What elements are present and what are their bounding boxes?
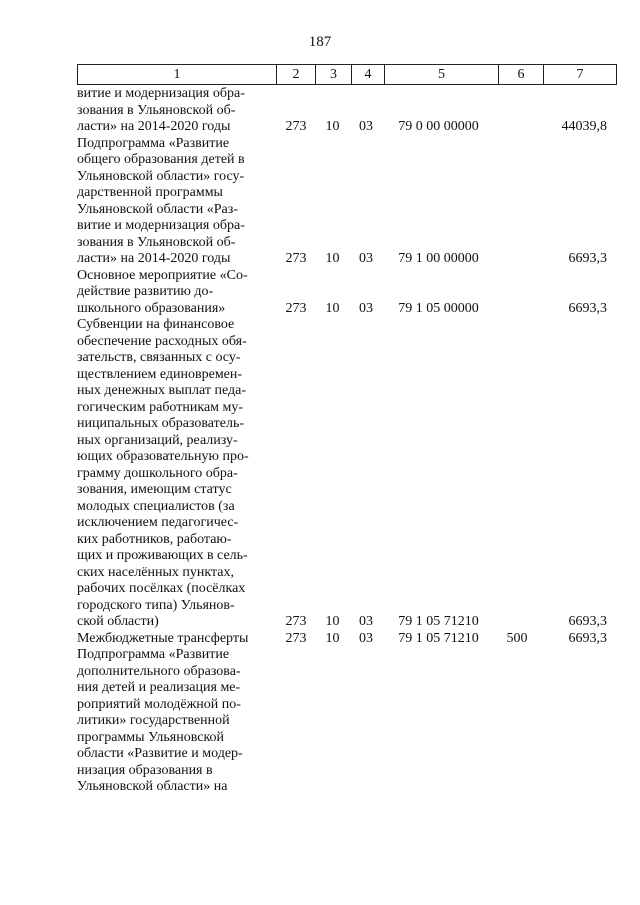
expense-type-code bbox=[495, 317, 539, 631]
column-number-header bbox=[77, 64, 617, 85]
table-row bbox=[77, 136, 611, 268]
target-article-code: 79 0 00 00000 bbox=[398, 119, 479, 134]
budget-table bbox=[77, 86, 611, 796]
amount: 44039,8 bbox=[561, 119, 607, 134]
target-article-code: 79 1 05 71210 bbox=[398, 614, 479, 629]
row-name-cell bbox=[77, 631, 277, 648]
budget-table-body bbox=[77, 86, 611, 796]
section-code: 10 bbox=[325, 614, 340, 629]
amount bbox=[539, 647, 611, 796]
header-col-5: 5 bbox=[385, 65, 499, 85]
row-name: Основное мероприятие «Со- действие развитию до- школьного образования» bbox=[77, 267, 248, 316]
amount: 6693,3 bbox=[568, 300, 607, 316]
expense-type-code bbox=[495, 136, 539, 268]
target-article-code bbox=[382, 647, 495, 796]
chapter-code bbox=[277, 647, 315, 796]
row-name: витие и модернизация обра- зования в Ульяновской об- ласти» на 2014-2020 годы bbox=[77, 86, 245, 134]
chapter-code: 273 bbox=[285, 300, 307, 316]
chapter-code: 273 bbox=[285, 614, 307, 629]
expense-type-code bbox=[495, 268, 539, 318]
chapter-code: 273 bbox=[285, 119, 307, 134]
subsection-code: 03 bbox=[359, 251, 373, 266]
table-row bbox=[77, 268, 611, 318]
section-code: 10 bbox=[325, 251, 340, 266]
row-name: Подпрограмма «Развитие общего образования детей в Ульяновской области» госу- дарственной программы Ульяновской области «Раз- витие и модернизация обра- зования в Ульяновской об- ласти» на 2014-2020 годы bbox=[77, 135, 245, 266]
target-article-code: 79 1 05 71210 bbox=[398, 630, 479, 646]
section-code: 10 bbox=[325, 630, 340, 646]
section-code bbox=[315, 647, 350, 796]
amount: 6693,3 bbox=[568, 630, 607, 646]
amount: 6693,3 bbox=[568, 614, 607, 629]
row-name: Подпрограмма «Развитие дополнительного образова- ния детей и реализация ме- роприятий молодёжной по- литики» государственной программы Ульяновской области «Развитие и модер- низация образования в Ульяновской области» на bbox=[77, 647, 243, 794]
header-col-6: 6 bbox=[499, 65, 544, 85]
subsection-code: 03 bbox=[359, 630, 373, 646]
chapter-code: 273 bbox=[285, 630, 307, 646]
subsection-code bbox=[350, 647, 382, 796]
subsection-code: 03 bbox=[359, 119, 373, 134]
header-row bbox=[78, 65, 617, 85]
header-col-3: 3 bbox=[316, 65, 352, 85]
row-name-cell bbox=[77, 136, 277, 268]
chapter-code: 273 bbox=[285, 251, 307, 266]
row-name: Субвенции на финансовое обеспечение расходных обя- зательств, связанных с осу- ществлением единовремен- ных денежных выплат педа- гогическим работникам му- ниципальных образователь- ных организаций, реализу- ющих образовательную про- грамму дошкольного обра- зования, имеющим статус молодых специалистов (за исключением педагогичес- ких работников, работаю- щих и проживающих в сель- ских населённых пунктах, рабочих посёлках (посёлках городского типа) Ульянов- ской области) bbox=[77, 317, 249, 629]
row-name-cell bbox=[77, 317, 277, 631]
header-col-4: 4 bbox=[352, 65, 385, 85]
row-name-cell bbox=[77, 86, 277, 136]
section-code: 10 bbox=[325, 119, 340, 134]
target-article-code: 79 1 00 00000 bbox=[398, 251, 479, 266]
expense-type-code: 500 bbox=[506, 630, 528, 646]
table-row bbox=[77, 647, 611, 796]
page-number: 187 bbox=[308, 34, 332, 50]
row-name: Межбюджетные трансферты bbox=[77, 630, 249, 646]
header-col-2: 2 bbox=[277, 65, 316, 85]
section-code: 10 bbox=[325, 300, 340, 316]
target-article-code: 79 1 05 00000 bbox=[398, 300, 479, 316]
expense-type-code bbox=[495, 647, 539, 796]
header-col-1: 1 bbox=[78, 65, 277, 85]
expense-type-code bbox=[495, 86, 539, 136]
table-row bbox=[77, 317, 611, 631]
table-row bbox=[77, 86, 611, 136]
row-name-cell bbox=[77, 647, 277, 796]
amount: 6693,3 bbox=[568, 251, 607, 266]
subsection-code: 03 bbox=[359, 300, 373, 316]
header-col-7: 7 bbox=[544, 65, 617, 85]
row-name-cell bbox=[77, 268, 277, 318]
subsection-code: 03 bbox=[359, 614, 373, 629]
table-row bbox=[77, 631, 611, 648]
